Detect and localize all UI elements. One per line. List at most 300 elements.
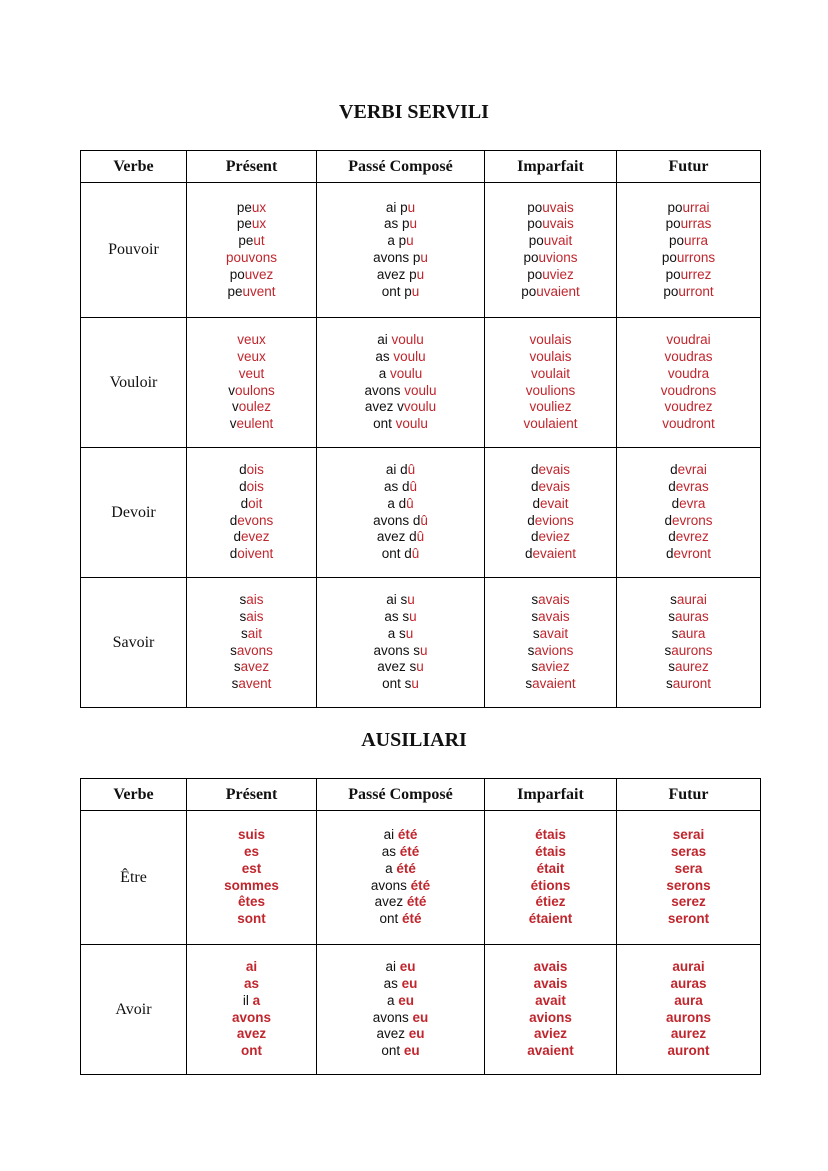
conjugation-line (485, 399, 616, 416)
conjugation-stem: s (531, 608, 539, 624)
conjugation-line (317, 643, 484, 660)
conjugation-line (317, 911, 484, 928)
conjugation-line (617, 609, 760, 626)
table-row (81, 945, 761, 1075)
conjugation-line (187, 592, 316, 609)
conjugation-ending: avions (534, 642, 574, 658)
conjugation-line (317, 659, 484, 676)
conjugation-stem: d (229, 512, 238, 528)
conjugation-ending: urras (680, 216, 712, 232)
conjugation-line (187, 349, 316, 366)
conjugation-line (617, 383, 760, 400)
conjugation-stem: avez (374, 894, 407, 910)
conjugation-stem: po (527, 199, 543, 215)
conjugation-ending: urrez (680, 266, 712, 282)
conjugation-ending: evons (237, 512, 274, 528)
conjugation-stem: d (664, 512, 672, 528)
conjugation-line (617, 250, 760, 267)
conjugation-ending: urront (678, 283, 714, 299)
conjugation-stem: po (528, 233, 544, 249)
futur-forms (617, 318, 761, 448)
conjugation-line (187, 383, 316, 400)
conjugation-ending: avait (539, 625, 569, 641)
conjugation-stem: po (665, 216, 681, 232)
conjugation-stem: s (670, 592, 677, 608)
table-row (81, 811, 761, 945)
conjugation-line (485, 609, 616, 626)
verb-name: Être (81, 811, 187, 945)
conjugation-ending: vouliez (529, 399, 572, 415)
conjugation-line (617, 959, 760, 976)
conjugation-ending: oulons (234, 382, 275, 398)
conjugation-line (485, 976, 616, 993)
conjugation-stem: po (661, 250, 677, 265)
conjugation-stem: s (532, 625, 540, 641)
conjugation-ending: serons (666, 877, 711, 893)
conjugation-line (617, 529, 760, 546)
conjugation-line (485, 250, 616, 267)
conjugation-ending: evait (539, 495, 569, 511)
conjugation-ending: auras (674, 608, 709, 624)
conjugation-line (317, 959, 484, 976)
conjugation-line (617, 1010, 760, 1027)
conjugation-line (317, 1043, 484, 1060)
conjugation-line (317, 399, 484, 416)
conjugation-ending: avions (529, 1009, 572, 1025)
conjugation-stem: ai s (386, 592, 408, 608)
conjugation-line (617, 233, 760, 250)
conjugation-stem: po (521, 283, 537, 299)
conjugation-stem: po (663, 283, 679, 299)
conjugation-ending: u (416, 266, 425, 282)
conjugation-ending: evrai (677, 462, 707, 478)
conjugation-line (317, 250, 484, 267)
conjugation-ending: auront (667, 1043, 710, 1059)
conjugation-line (187, 626, 316, 643)
conjugation-stem: d (530, 529, 539, 545)
conjugation-ending: aura (674, 992, 703, 1008)
conjugation-line (617, 416, 760, 433)
conjugation-stem: avez d (376, 529, 417, 545)
conjugation-ending: avait (535, 992, 566, 1008)
conjugation-stem: s (231, 676, 239, 692)
conjugation-stem: po (665, 266, 681, 282)
conjugation-ending: est (241, 860, 262, 876)
verb-name: Vouloir (81, 318, 187, 448)
header-passe-compose: Passé Composé (317, 151, 485, 183)
conjugation-stem: s (668, 608, 675, 624)
conjugation-stem: d (239, 462, 247, 478)
conjugation-stem: avons s (373, 642, 420, 658)
conjugation-stem: avez v (364, 399, 404, 415)
passe-compose-forms (317, 578, 485, 708)
imparfait-forms (485, 183, 617, 318)
conjugation-ending: veut (238, 365, 265, 381)
conjugation-stem: ont (381, 1043, 404, 1059)
conjugation-line (485, 383, 616, 400)
conjugation-stem: a d (387, 495, 407, 511)
conjugation-ending: evions (534, 512, 574, 528)
futur-forms (617, 578, 761, 708)
conjugation-ending: été (399, 843, 420, 859)
conjugation-ending: eu (412, 1009, 429, 1025)
conjugation-line (617, 861, 760, 878)
conjugation-ending: veux (237, 332, 266, 348)
conjugation-line (317, 546, 484, 563)
conjugation-line (317, 878, 484, 895)
conjugation-line (187, 529, 316, 546)
conjugation-ending: auront (672, 676, 712, 692)
present-forms (187, 811, 317, 945)
conjugation-stem: pe (236, 216, 252, 232)
conjugation-ending: eu (408, 1026, 425, 1042)
conjugation-ending: evra (679, 495, 706, 511)
conjugation-ending: u (406, 233, 414, 249)
conjugation-ending: voudrons (660, 382, 717, 398)
conjugation-ending: avais (533, 975, 568, 991)
conjugation-line (617, 827, 760, 844)
conjugation-line (317, 416, 484, 433)
header-imparfait: Imparfait (485, 151, 617, 183)
conjugation-stem: avons (364, 382, 405, 398)
conjugation-stem: a p (387, 233, 407, 249)
conjugation-ending: avais (538, 592, 570, 608)
conjugation-line (617, 626, 760, 643)
conjugation-stem: s (240, 625, 248, 641)
conjugation-ending: avaient (532, 676, 576, 692)
conjugation-line (187, 1010, 316, 1027)
conjugation-line (617, 993, 760, 1010)
conjugation-line (187, 200, 316, 217)
conjugation-line (187, 250, 316, 267)
conjugation-ending: u (407, 592, 415, 608)
conjugation-ending: evrons (671, 512, 713, 528)
conjugation-line (617, 911, 760, 928)
conjugation-line (617, 592, 760, 609)
conjugation-stem: ont s (382, 676, 412, 692)
conjugation-ending: serez (671, 894, 706, 910)
conjugation-line (485, 349, 616, 366)
conjugation-ending: û (420, 512, 428, 528)
header-verbe: Verbe (81, 151, 187, 183)
conjugation-line (317, 233, 484, 250)
conjugation-ending: ux (251, 199, 267, 215)
conjugation-stem: v (229, 416, 237, 432)
header-passe-compose: Passé Composé (317, 779, 485, 811)
conjugation-line (317, 592, 484, 609)
conjugation-ending: ut (253, 233, 265, 249)
conjugation-line (617, 366, 760, 383)
present-forms (187, 448, 317, 578)
conjugation-line (317, 284, 484, 301)
conjugation-line (617, 216, 760, 233)
imparfait-forms (485, 811, 617, 945)
conjugation-ending: evaient (532, 546, 577, 562)
conjugation-stem: s (531, 659, 539, 675)
conjugation-stem: ai (383, 827, 398, 843)
conjugation-line (317, 894, 484, 911)
conjugation-stem: po (668, 233, 684, 249)
conjugation-line (317, 366, 484, 383)
conjugation-ending: voulu (389, 365, 423, 381)
conjugation-stem: s (527, 642, 535, 658)
table-row (81, 183, 761, 318)
conjugation-line (485, 861, 616, 878)
conjugation-line (485, 332, 616, 349)
conjugation-stem: s (531, 592, 539, 608)
conjugation-stem: avons p (373, 250, 421, 265)
conjugation-ending: uvait (543, 233, 573, 249)
conjugation-line (317, 861, 484, 878)
conjugation-line (187, 878, 316, 895)
conjugation-ending: voulu (403, 399, 437, 415)
conjugation-stem: d (240, 495, 249, 511)
conjugation-ending: voulaient (523, 416, 578, 432)
conjugation-line (187, 1026, 316, 1043)
conjugation-line (317, 513, 484, 530)
conjugation-stem: s (668, 659, 675, 675)
conjugation-line (187, 976, 316, 993)
conjugation-ending: evrez (675, 529, 709, 545)
conjugation-stem: a (385, 860, 397, 876)
conjugation-line (617, 844, 760, 861)
conjugation-stem: pe (236, 199, 252, 215)
passe-compose-forms (317, 811, 485, 945)
verb-name: Pouvoir (81, 183, 187, 318)
conjugation-line (187, 399, 316, 416)
conjugation-line (485, 894, 616, 911)
conjugation-line (485, 529, 616, 546)
conjugation-ending: urrons (676, 250, 716, 265)
conjugation-line (485, 844, 616, 861)
conjugation-ending: aviez (538, 659, 570, 675)
conjugation-stem: avons (370, 877, 411, 893)
conjugation-ending: ois (246, 478, 264, 494)
conjugation-line (485, 592, 616, 609)
imparfait-forms (485, 318, 617, 448)
conjugation-line (617, 659, 760, 676)
conjugation-line (187, 332, 316, 349)
title-ausiliari: AUSILIARI (361, 729, 467, 751)
conjugation-ending: uvais (542, 199, 574, 215)
conjugation-stem: d (530, 462, 539, 478)
conjugation-stem: s (525, 676, 533, 692)
conjugation-stem: ont p (381, 283, 412, 299)
conjugation-line (617, 462, 760, 479)
conjugation-line (317, 496, 484, 513)
conjugation-stem: po (229, 266, 245, 282)
conjugation-stem: d (670, 462, 678, 478)
conjugation-stem: pe (227, 283, 243, 299)
futur-forms (617, 448, 761, 578)
conjugation-stem: d (668, 478, 676, 494)
passe-compose-forms (317, 183, 485, 318)
conjugation-ending: étiez (535, 894, 566, 910)
conjugation-stem: d (668, 529, 676, 545)
conjugation-line (187, 366, 316, 383)
conjugation-stem: d (527, 512, 535, 528)
conjugation-stem: s (664, 642, 672, 658)
conjugation-line (617, 676, 760, 693)
conjugation-line (485, 659, 616, 676)
conjugation-ending: u (420, 642, 428, 658)
conjugation-ending: u (411, 283, 420, 299)
conjugation-line (187, 993, 316, 1010)
header-futur: Futur (617, 151, 761, 183)
conjugation-ending: u (405, 625, 414, 641)
conjugation-line (617, 267, 760, 284)
conjugation-line (617, 1043, 760, 1060)
conjugation-stem: as (381, 843, 400, 859)
futur-forms (617, 811, 761, 945)
conjugation-line (317, 1026, 484, 1043)
conjugation-ending: aviez (533, 1026, 568, 1042)
conjugation-ending: voudras (664, 348, 713, 364)
conjugation-line (485, 676, 616, 693)
conjugation-line (317, 383, 484, 400)
imparfait-forms (485, 448, 617, 578)
conjugation-ending: pouvons (225, 250, 278, 265)
conjugation-ending: a (252, 992, 261, 1008)
conjugation-stem: d (229, 546, 238, 562)
conjugation-stem: avons d (373, 512, 421, 528)
conjugation-ending: veux (237, 348, 266, 364)
conjugation-ending: eu (401, 975, 418, 991)
conjugation-line (187, 659, 316, 676)
passe-compose-forms (317, 318, 485, 448)
conjugation-line (485, 200, 616, 217)
present-forms (187, 945, 317, 1075)
conjugation-line (485, 416, 616, 433)
conjugation-stem: as (375, 348, 394, 364)
conjugation-line (485, 1043, 616, 1060)
present-forms (187, 578, 317, 708)
conjugation-line (187, 959, 316, 976)
conjugation-line (187, 479, 316, 496)
conjugation-line (485, 546, 616, 563)
conjugation-ending: été (410, 877, 431, 893)
conjugation-stem: as d (383, 478, 410, 494)
conjugation-line (617, 496, 760, 513)
conjugation-ending: eu (399, 959, 416, 975)
conjugation-ending: es (243, 843, 260, 859)
verb-name: Devoir (81, 448, 187, 578)
conjugation-line (187, 513, 316, 530)
conjugation-ending: voudrez (664, 399, 713, 415)
conjugation-ending: voulu (395, 416, 428, 432)
conjugation-ending: voulu (404, 382, 437, 398)
conjugation-ending: evront (673, 546, 712, 562)
conjugation-ending: ait (247, 625, 262, 641)
conjugation-stem: a (378, 365, 390, 381)
title-verbi-servili: VERBI SERVILI (339, 101, 489, 123)
conjugation-ending: aurez (670, 1026, 707, 1042)
conjugation-ending: sera (674, 860, 703, 876)
conjugation-stem: avez p (376, 266, 417, 282)
conjugation-ending: ois (246, 462, 264, 478)
conjugation-line (187, 827, 316, 844)
conjugation-ending: u (411, 676, 419, 692)
verb-name: Savoir (81, 578, 187, 708)
conjugation-line (617, 1026, 760, 1043)
conjugation-line (187, 643, 316, 660)
conjugation-line (617, 479, 760, 496)
conjugation-ending: as (243, 975, 260, 991)
conjugation-line (485, 959, 616, 976)
conjugation-line (317, 200, 484, 217)
table-ausiliari (80, 778, 761, 1075)
conjugation-stem: il (242, 992, 253, 1008)
conjugation-ending: êtes (237, 894, 266, 910)
conjugation-stem: po (667, 199, 683, 215)
conjugation-ending: urrai (682, 199, 710, 215)
futur-forms (617, 183, 761, 318)
conjugation-ending: aurai (676, 592, 707, 608)
conjugation-ending: u (420, 250, 428, 265)
conjugation-ending: été (397, 827, 418, 843)
conjugation-line (187, 216, 316, 233)
conjugation-ending: eu (398, 992, 415, 1008)
conjugation-ending: uvaient (536, 283, 580, 299)
conjugation-stem: d (665, 546, 674, 562)
conjugation-stem: s (671, 625, 679, 641)
conjugation-ending: û (406, 495, 414, 511)
conjugation-ending: oivent (237, 546, 274, 562)
conjugation-ending: evez (240, 529, 270, 545)
conjugation-stem: v (228, 382, 235, 398)
conjugation-line (317, 267, 484, 284)
conjugation-line (485, 284, 616, 301)
conjugation-stem: avez (376, 1026, 409, 1042)
conjugation-line (317, 676, 484, 693)
conjugation-line (317, 216, 484, 233)
imparfait-forms (485, 945, 617, 1075)
table-verbi-servili (80, 150, 761, 708)
conjugation-line (187, 676, 316, 693)
conjugation-line (317, 529, 484, 546)
conjugation-stem: as (383, 975, 402, 991)
conjugation-stem: ai (377, 332, 392, 348)
conjugation-ending: étais (535, 827, 566, 843)
conjugation-line (485, 216, 616, 233)
conjugation-stem: ont (379, 911, 402, 927)
conjugation-ending: avez (240, 659, 270, 675)
conjugation-stem: avons (372, 1009, 413, 1025)
conjugation-ending: voulu (391, 332, 424, 348)
conjugation-stem: ai p (385, 199, 408, 215)
conjugation-stem: ai (385, 959, 400, 975)
conjugation-ending: û (409, 478, 418, 494)
conjugation-line (187, 496, 316, 513)
conjugation-stem: s (239, 592, 247, 608)
conjugation-line (485, 233, 616, 250)
conjugation-ending: étions (530, 877, 571, 893)
conjugation-line (187, 1043, 316, 1060)
conjugation-line (187, 462, 316, 479)
header-present: Présent (187, 151, 317, 183)
conjugation-line (617, 349, 760, 366)
conjugation-line (617, 878, 760, 895)
conjugation-line (617, 332, 760, 349)
conjugation-line (485, 626, 616, 643)
conjugation-line (317, 462, 484, 479)
header-row (81, 151, 761, 183)
conjugation-stem: po (523, 250, 539, 265)
passe-compose-forms (317, 945, 485, 1075)
conjugation-line (317, 349, 484, 366)
conjugation-ending: uvent (242, 283, 276, 299)
conjugation-stem: d (524, 546, 533, 562)
